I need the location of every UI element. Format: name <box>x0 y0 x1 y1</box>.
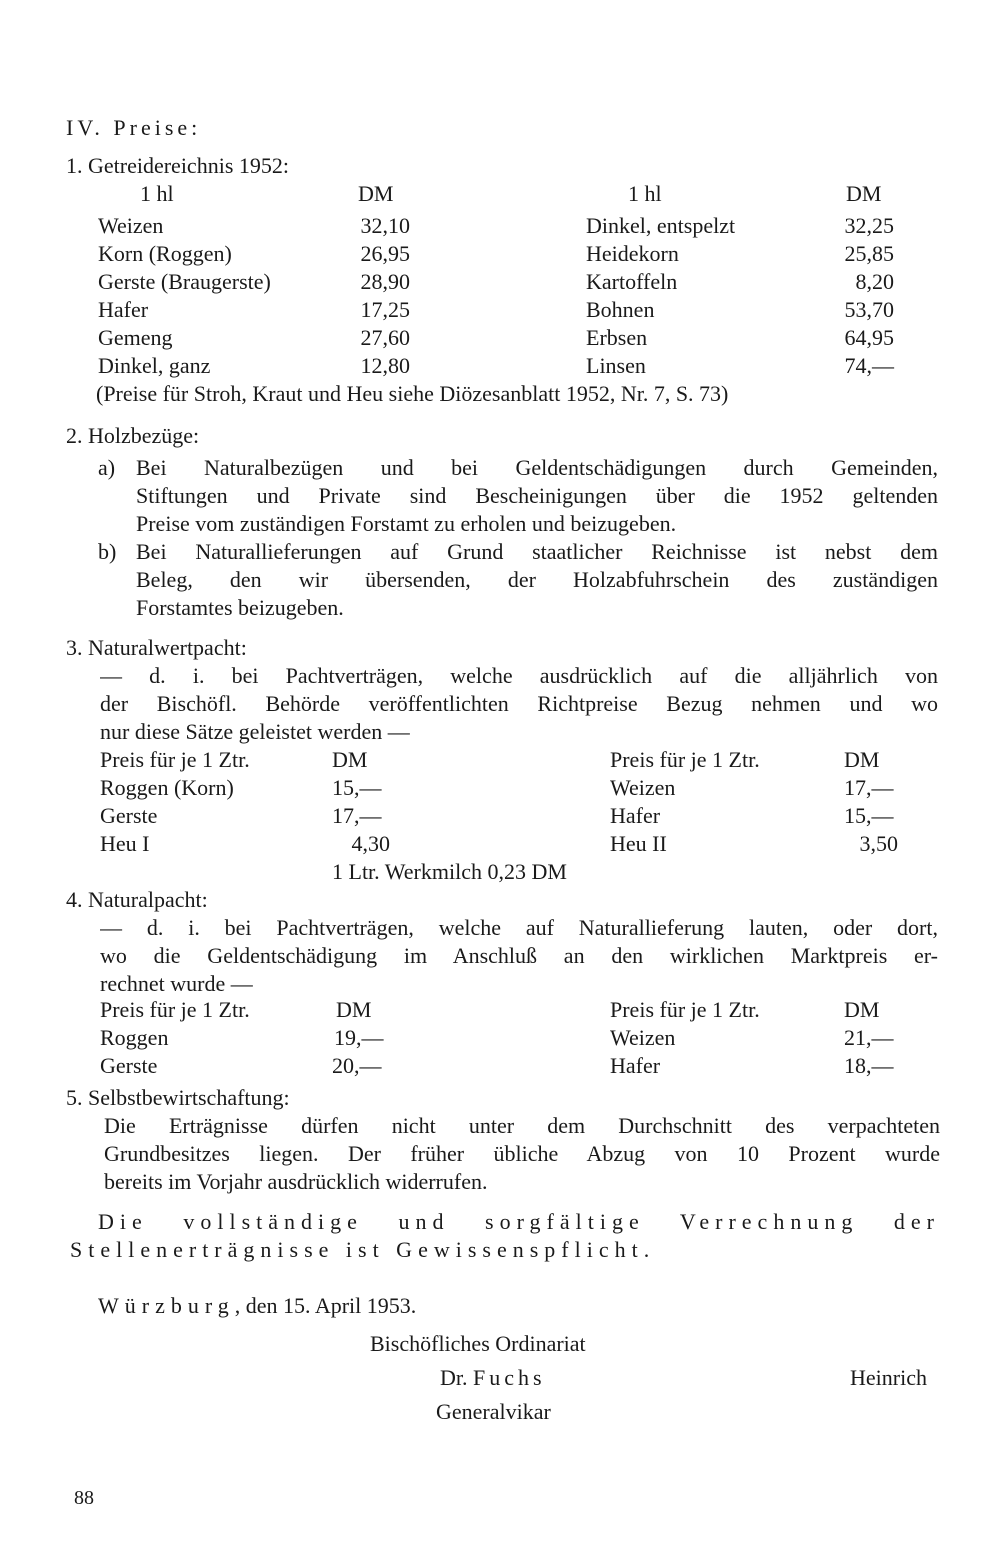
s3-left-name: Roggen (Korn) <box>100 775 234 800</box>
s2-b-line: Bei Naturallieferungen auf Grund staatlicher Reichnisse ist nebst dem <box>136 539 938 564</box>
s4-right-price: 21,— <box>844 1025 894 1050</box>
s1-left-name: Gerste (Braugerste) <box>98 269 271 294</box>
s4-col-dm-left: DM <box>336 997 372 1022</box>
s3-right-price: 3,50 <box>859 831 898 856</box>
s4-col-dm-right: DM <box>844 997 880 1022</box>
s3-col-dm-right: DM <box>844 747 880 772</box>
closing-line-1: Die vollständige und sorgfältige Verrechnung der <box>98 1209 940 1234</box>
s3-col-dm-left: DM <box>332 747 368 772</box>
s1-left-name: Hafer <box>98 297 149 322</box>
s3-right-price: 15,— <box>844 803 894 828</box>
signature-role: Generalvikar <box>436 1399 551 1424</box>
s3-right-name: Heu II <box>610 831 667 856</box>
s1-right-price: 64,95 <box>844 325 894 350</box>
s1-left-name: Gemeng <box>98 325 173 350</box>
s1-left-name: Dinkel, ganz <box>98 353 211 378</box>
s1-right-price: 25,85 <box>844 241 894 266</box>
s3-col-price-right: Preis für je 1 Ztr. <box>610 747 760 772</box>
s4-right-name: Weizen <box>610 1025 676 1050</box>
section-title: IV. Preise: <box>66 115 202 140</box>
s1-left-price: 17,25 <box>360 297 410 322</box>
s2-b-label: b) <box>98 539 117 564</box>
signature-office: Bischöfliches Ordinariat <box>370 1331 586 1356</box>
s5-line: Grundbesitzes liegen. Der früher übliche Abzug von 10 Prozent wurde <box>104 1141 940 1166</box>
s3-left-price: 15,— <box>332 775 382 800</box>
s3-left-name: Gerste <box>100 803 158 828</box>
signature-date-line <box>98 1292 416 1320</box>
s4-right-name: Hafer <box>610 1053 661 1078</box>
s3-milk: 1 Ltr. Werkmilch 0,23 DM <box>332 859 567 884</box>
s2-a-line: Bei Naturalbezügen und bei Geldentschädigungen durch Gemeinden, <box>136 455 938 480</box>
s4-col-price-right: Preis für je 1 Ztr. <box>610 997 760 1022</box>
signature-name-title: Dr. <box>440 1365 468 1390</box>
s3-line: nur diese Sätze geleistet werden — <box>100 719 410 744</box>
s3-left-price: 4,30 <box>351 831 390 856</box>
s5-line: bereits im Vorjahr ausdrücklich widerrufen. <box>104 1169 488 1194</box>
s3-left-price: 17,— <box>332 803 382 828</box>
s4-line: wo die Geldentschädigung im Anschluß an den wirklichen Marktpreis er- <box>100 943 938 968</box>
s1-col-hl-right: 1 hl <box>628 181 662 206</box>
s4-line: rechnet wurde — <box>100 971 253 996</box>
s2-heading: 2. Holzbezüge: <box>66 423 200 448</box>
s1-right-price: 32,25 <box>844 213 894 238</box>
s3-right-name: Weizen <box>610 775 676 800</box>
s2-b-line: Forstamtes beizugeben. <box>136 595 344 620</box>
signature-name-line <box>440 1364 546 1392</box>
signature-place: Würzburg <box>98 1293 235 1318</box>
signature-name: Fuchs <box>473 1365 546 1390</box>
s4-left-price: 20,— <box>332 1053 382 1078</box>
s1-right-name: Bohnen <box>586 297 655 322</box>
s1-note: (Preise für Stroh, Kraut und Heu siehe Diözesanblatt 1952, Nr. 7, S. 73) <box>96 381 729 406</box>
s1-right-name: Heidekorn <box>586 241 679 266</box>
s1-left-price: 32,10 <box>360 213 410 238</box>
s1-right-name: Erbsen <box>586 325 648 350</box>
s3-right-name: Hafer <box>610 803 661 828</box>
s1-left-price: 27,60 <box>360 325 410 350</box>
s2-a-line: Preise vom zuständigen Forstamt zu erholen und beizugeben. <box>136 511 677 536</box>
s1-left-price: 26,95 <box>360 241 410 266</box>
s1-left-name: Weizen <box>98 213 164 238</box>
s1-left-name: Korn (Roggen) <box>98 241 232 266</box>
s3-left-name: Heu I <box>100 831 150 856</box>
s4-left-price: 19,— <box>334 1025 384 1050</box>
s4-left-name: Gerste <box>100 1053 158 1078</box>
s1-right-price: 53,70 <box>844 297 894 322</box>
page-number: 88 <box>74 1487 94 1509</box>
s4-heading: 4. Naturalpacht: <box>66 887 208 912</box>
s1-col-dm-left: DM <box>358 181 394 206</box>
s5-line: Die Erträgnisse dürfen nicht unter dem Durchschnitt des verpachteten <box>104 1113 940 1138</box>
s1-heading: 1. Getreidereichnis 1952: <box>66 153 289 178</box>
s4-line: — d. i. bei Pachtverträgen, welche auf Naturallieferung lauten, oder dort, <box>100 915 938 940</box>
s3-right-price: 17,— <box>844 775 894 800</box>
s1-col-hl-left: 1 hl <box>140 181 174 206</box>
s4-left-name: Roggen <box>100 1025 169 1050</box>
s3-col-price-left: Preis für je 1 Ztr. <box>100 747 250 772</box>
s1-col-dm-right: DM <box>846 181 882 206</box>
s2-a-label: a) <box>98 455 116 480</box>
s1-left-price: 28,90 <box>360 269 410 294</box>
s3-heading: 3. Naturalwertpacht: <box>66 635 247 660</box>
s4-col-price-left: Preis für je 1 Ztr. <box>100 997 250 1022</box>
s1-right-name: Dinkel, entspelzt <box>586 213 736 238</box>
s1-right-name: Linsen <box>586 353 646 378</box>
s3-line: der Bischöfl. Behörde veröffentlichten Richtpreise Bezug nehmen und wo <box>100 691 938 716</box>
s1-right-price: 8,20 <box>855 269 894 294</box>
s3-line: — d. i. bei Pachtverträgen, welche ausdrücklich auf die alljährlich von <box>100 663 938 688</box>
s1-right-price: 74,— <box>844 353 894 378</box>
signature-second: Heinrich <box>850 1365 927 1390</box>
s1-right-name: Kartoffeln <box>586 269 678 294</box>
s1-left-price: 12,80 <box>360 353 410 378</box>
closing-line-2: Stellenerträgnisse ist Gewissenspflicht. <box>70 1237 656 1262</box>
s2-b-line: Beleg, den wir übersenden, der Holzabfuhrschein des zuständigen <box>136 567 938 592</box>
s2-a-line: Stiftungen und Private sind Bescheinigungen über die 1952 geltenden <box>136 483 938 508</box>
s4-right-price: 18,— <box>844 1053 894 1078</box>
signature-date: , den 15. April 1953. <box>234 1293 417 1318</box>
s5-heading: 5. Selbstbewirtschaftung: <box>66 1085 290 1110</box>
